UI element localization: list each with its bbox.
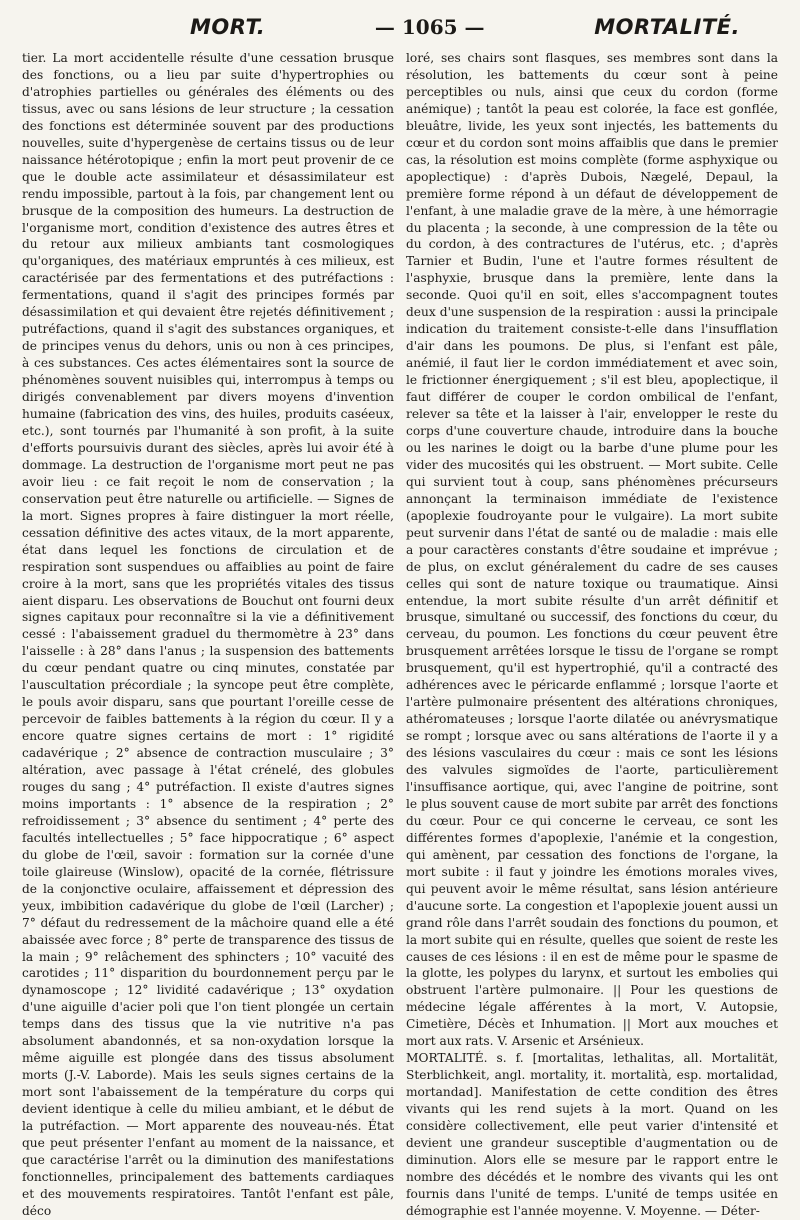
running-head-right: MORTALITÉ.: [594, 15, 740, 39]
paragraph: loré, ses chairs sont flasques, ses membres sont dans la résolution, les battements du cœur sont à peine perceptibles ou nuls, ainsi que ceux du cordon (forme anémique) ; tantôt la peau est colorée, la face est gonflée, bleuâtre, livide, les yeux sont injectés, les battements du cœur et du cordon sont moins affaiblis que dans le premier cas, la résolution est moins complète (forme asphyxique ou apoplectique) : d'après Dubois, Nægelé, Depaul, la première forme répond à un défaut de développement de l'enfant, à une maladie grave de la mère, à une hémorragie du placenta ; la seconde, à une compression de la tête ou du cordon, à des contractures de l'utérus, etc. ; d'après Tarnier et Budin, l'une et l'autre formes résultent de l'asphyxie, brusque dans la première, lente dans la seconde. Quoi qu'il en soit, elles s'accompagnent toutes deux d'une suspension de la respiration : aussi la principale indication du traitement consiste-t-elle dans l'insufflation d'air dans les poumons. De plus, si l'enfant est pâle, anémié, il faut lier le cordon immédiatement et avec soin, le frictionner énergiquement ; s'il est bleu, apoplectique, il faut différer de couper le cordon ombilical de l'enfant, relever sa tête et la laisser à l'air, envelopper le reste du corps d'une couverture chaude, introduire dans la bouche ou les narines le doigt ou la barbe d'une plume pour les vider des mucosités qui les obstruent. — Mort subite. Celle qui survient tout à coup, sans phénomènes précurseurs annonçant la terminaison immédiate de l'existence (apoplexie foudroyante pour le vulgaire). La mort subite peut survenir dans l'état de santé ou de maladie : mais elle a pour caractères constants d'être soudaine et imprévue ; de plus, on exclut généralement du cadre de ses causes celles qui sont de nature toxique ou traumatique. Ainsi entendue, la mort subite résulte d'un arrêt définitif et brusque, simultané ou successif, des fonctions du cœur, du cerveau, du poumon. Les fonctions du cœur peuvent être brusquement arrêtées lorsque le tissu de l'organe se rompt brusquement, qu'il est hypertrophié, qu'il a contracté des adhérences avec le péricarde enflammé ; lorsque l'aorte et l'artère pulmonaire présentent des altérations chroniques, athéromateuses ; lorsque l'aorte dilatée ou anévrysmatique se rompt ; lorsque avec ou sans altérations de l'aorte il y a des lésions vasculaires du cœur : mais ce sont les lésions des valvules sigmoïdes de l'aorte, particulièrement l'insuffisance aortique, qui, avec l'angine de poitrine, sont le plus souvent cause de mort subite par arrêt des fonctions du cœur. Pour ce qui concerne le cerveau, ce sont les différentes formes d'apoplexie, l'anémie et la congestion, qui amènent, par cessation des fonctions de l'organe, la mort subite : il faut y joindre les émotions morales vives, qui peuvent avoir le même résultat, sans lésion antérieure d'aucune sorte. La congestion et l'apoplexie jouent aussi un grand rôle dans l'arrêt soudain des fonctions du poumon, et la mort subite qui en résulte, quelles que soient de reste les causes de ces lésions : il en est de même pour le spasme de la glotte, les polypes du larynx, et surtout les embolies qui obstruent l'artère pulmonaire. || Pour les questions de médecine légale afférentes à la mort, V. Autopsie, Cimetière, Décès et Inhumation. || Mort aux mouches et mort aux rats. V. Arsenic et Arsénieux.: [406, 51, 778, 1049]
paragraph: tier. La mort accidentelle résulte d'une cessation brusque des fonctions, ou a lieu par suite d'hypertrophies ou d'atrophies partielles ou générales des éléments ou des tissus, avec ou sans lésions de leur structure ; la cessation des fonctions est déterminée souvent par des productions nouvelles, suite d'hypergenèse de certains tissus ou de leur naissance hétérotopique ; enfin la mort peut provenir de ce que le double acte assimilateur et désassimilateur est rendu impossible, partout à la fois, par changement lent ou brusque de la composition des humeurs. La destruction de l'organisme mort, condition d'existence des autres êtres et du retour aux milieux ambiants tant cosmologiques qu'organiques, des matériaux empruntés à ces milieux, est caractérisée par des fermentations et des putréfactions : fermentations, quand il s'agit des principes formés par désassimilation et qui devaient être rejetés définitivement ; putréfactions, quand il s'agit des substances organiques, et de principes venus du dehors, unis ou non à ces principes, à ces substances. Ces actes élémentaires sont la source de phénomènes souvent nuisibles qui, interrompus à temps ou dirigés convenablement par divers moyens d'invention humaine (fabrication des vins, des huiles, produits caséeux, etc.), sont tournés par l'humanité à son profit, à la suite d'efforts poursuivis durant des siècles, après lui avoir été à dommage. La destruction de l'organisme mort peut ne pas avoir lieu : ce fait reçoit le nom de conservation ; la conservation peut être naturelle ou artificielle. — Signes de la mort. Signes propres à faire distinguer la mort réelle, cessation définitive des actes vitaux, de la mort apparente, état dans lequel les fonctions de circulation et de respiration sont suspendues ou affaiblies au point de faire croire à la mort, sans que les propriétés vitales des tissus aient disparu. Les observations de Bouchut ont fourni deux signes capitaux pour reconnaître si la vie a définitivement cessé : l'abaissement graduel du thermomètre à 23° dans l'aisselle : à 28° dans l'anus ; la suspension des battements du cœur pendant quatre ou cinq minutes, constatée par l'auscultation précordiale ; la syncope peut être complète, le pouls avoir disparu, sans que pourtant l'oreille cesse de percevoir de faibles battements à la région du cœur. Il y a encore quatre signes certains de mort : 1° rigidité cadavérique ; 2° absence de contraction musculaire ; 3° altération, avec passage à l'état crénelé, des globules rouges du sang ; 4° putréfaction. Il existe d'autres signes moins importants : 1° absence de la respiration ; 2° refroidissement ; 3° absence du sentiment ; 4° perte des facultés intellectuelles ; 5° face hippocratique ; 6° aspect du globe de l'œil, savoir : formation sur la cornée d'une toile glaireuse (Winslow), opacité de la cornée, flétrissure de la conjonctive oculaire, affaissement et dépression des yeux, imbibition cadavérique du globe de l'œil (Larcher) ; 7° défaut du redressement de la mâchoire quand elle a été abaissée avec force ; 8° perte de transparence des tissus de la main ; 9° relâchement des sphincters ; 10° vacuité des carotides ; 11° disparition du bourdonnement perçu par le dynamoscope ; 12° lividité cadavérique ; 13° oxydation d'une aiguille d'acier poli que l'on tient plongée un certain temps dans des tissus que la vie nutritive n'a pas absolument abandonnés, et sa non-oxydation lorsque la même aiguille est plongée dans des tissus absolument morts (J.-V. Laborde). Mais les seuls signes certains de la mort sont l'abaissement de la température du corps qui devient identique à celle du milieu ambiant, et le début de la putréfaction. — Mort apparente des nouveau-nés. État que peut présenter l'enfant au moment de la naissance, et que caractérise l'arrêt ou la diminution des manifestations fonctionnelles, principalement des battements cardiaques et des mouvements respiratoires. Tantôt l'enfant est pâle, déco: [22, 51, 394, 1218]
right-column: [406, 50, 778, 1218]
page-header: [22, 10, 778, 44]
running-head-left: MORT.: [190, 15, 266, 39]
left-column: [22, 50, 394, 1218]
page-number: — 1065 —: [374, 15, 485, 39]
entry-mortalite: MORTALITÉ. s. f. [mortalitas, lethalitas, all. Mortalität, Sterblichkeit, angl. mortality, it. mortalità, esp. mortalidad, mortandad]. Manifestation de cette condition des êtres vivants qui les rend sujets à la mort. Quand on les considère collectivement, elle peut varier d'intensité et devient une grandeur susceptible d'augmentation ou de diminution. Alors elle se mesure par le rapport entre le nombre des décédés et le nombre des vivants qui les ont fournis dans l'unité de temps. L'unité de temps usitée en démographie est l'année moyenne. V. Moyenne. — Déter-: [406, 1051, 778, 1218]
